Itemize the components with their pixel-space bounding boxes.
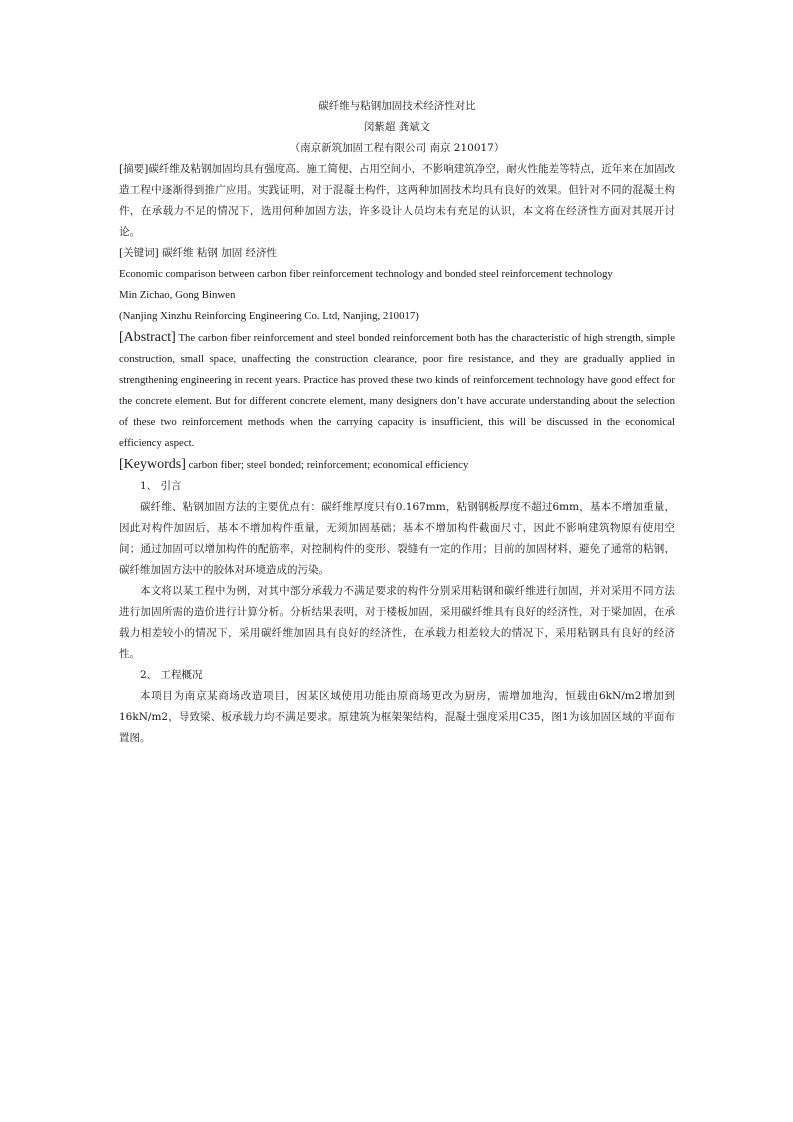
paper-page	[119, 96, 675, 749]
section-1-heading: 1、 引言	[140, 480, 182, 492]
paper-title-zh: 碳纤维与粘钢加固技术经济性对比	[318, 100, 476, 112]
affiliation-en: (Nanjing Xinzhu Reinforcing Engineering Co. Ltd, Nanjing, 210017)	[119, 310, 419, 322]
abstract-en-label: [Abstract]	[119, 330, 176, 345]
abstract-en	[119, 327, 675, 454]
keywords-zh-label: [关键词]	[119, 247, 159, 259]
paper-title-en: Economic comparison between carbon fiber reinforcement technology and bonded steel reinforcement technology	[119, 268, 613, 280]
abstract-zh-text: 碳纤维及粘钢加固均具有强度高、施工简便、占用空间小，不影响建筑净空，耐火性能差等特点，近年来在加固改造工程中逐渐得到推广应用。实践证明，对于混凝土构件，这两种加固技术均具有良好的效果。但针对不同的混凝土构件，在承载力不足的情况下，选用何种加固方法，许多设计人员均未有充足的认识，本文将在经济性方面对其展开讨论。	[119, 163, 675, 238]
keywords-en-text: carbon fiber; steel bonded; reinforcement; economical efficiency	[188, 459, 469, 471]
keywords-zh	[119, 243, 675, 264]
keywords-en	[119, 454, 675, 476]
section-2-paragraph-1: 本项目为南京某商场改造项目，因某区域使用功能由原商场更改为厨房，需增加地沟，恒载由6kN/m2增加到16kN/m2，导致梁、板承载力均不满足要求。原建筑为框架架结构，混凝土强度采用C35，图1为该加固区域的平面布置图。	[119, 690, 675, 744]
section-1-paragraph-1: 碳纤维、粘钢加固方法的主要优点有：碳纤维厚度只有0.167mm，粘钢钢板厚度不超过6mm，基本不增加重量，因此对构件加固后，基本不增加构件重量，无须加固基础；基本不增加构件截面尺寸，因此不影响建筑物原有使用空间；通过加固可以增加构件的配筋率，对控制构件的变形、裂缝有一定的作用；目前的加固材料，避免了通常的粘钢，碳纤维加固方法中的胶体对环境造成的污染。	[119, 501, 675, 576]
keywords-zh-text: 碳纤维 粘钢 加固 经济性	[162, 247, 278, 259]
keywords-en-label: [Keywords]	[119, 457, 186, 472]
section-2-heading: 2、 工程概况	[140, 669, 203, 681]
authors-en: Min Zichao, Gong Binwen	[119, 289, 236, 301]
abstract-zh-label: [摘要]	[119, 163, 149, 175]
authors-zh: 闵紫超 龚斌文	[363, 121, 431, 133]
abstract-zh	[119, 159, 675, 243]
abstract-en-text: The carbon fiber reinforcement and steel bonded reinforcement both has the characteristic of high strength, simple construction, small space, unaffecting the construction clearance, poor fire resistance, and they are gradually applied in strengthening engineering in recent years. Practice has proved these two kinds of reinforcement technology have good effect for the concrete element. But for different concrete element, many designers don’t have accurate understanding about the selection of these two reinforcement methods when the carrying capacity is insufficient, this will be discussed in the economical efficiency aspect.	[119, 332, 675, 449]
section-1-paragraph-2: 本文将以某工程中为例，对其中部分承载力不满足要求的构件分别采用粘钢和碳纤维进行加固，并对采用不同方法进行加固所需的造价进行计算分析。分析结果表明，对于楼板加固，采用碳纤维具有良好的经济性，对于梁加固，在承载力相差较小的情况下，采用碳纤维加固具有良好的经济性，在承载力相差较大的情况下，采用粘钢具有良好的经济性。	[119, 585, 675, 660]
affiliation-zh: （南京新筑加固工程有限公司 南京 210017）	[289, 142, 505, 154]
